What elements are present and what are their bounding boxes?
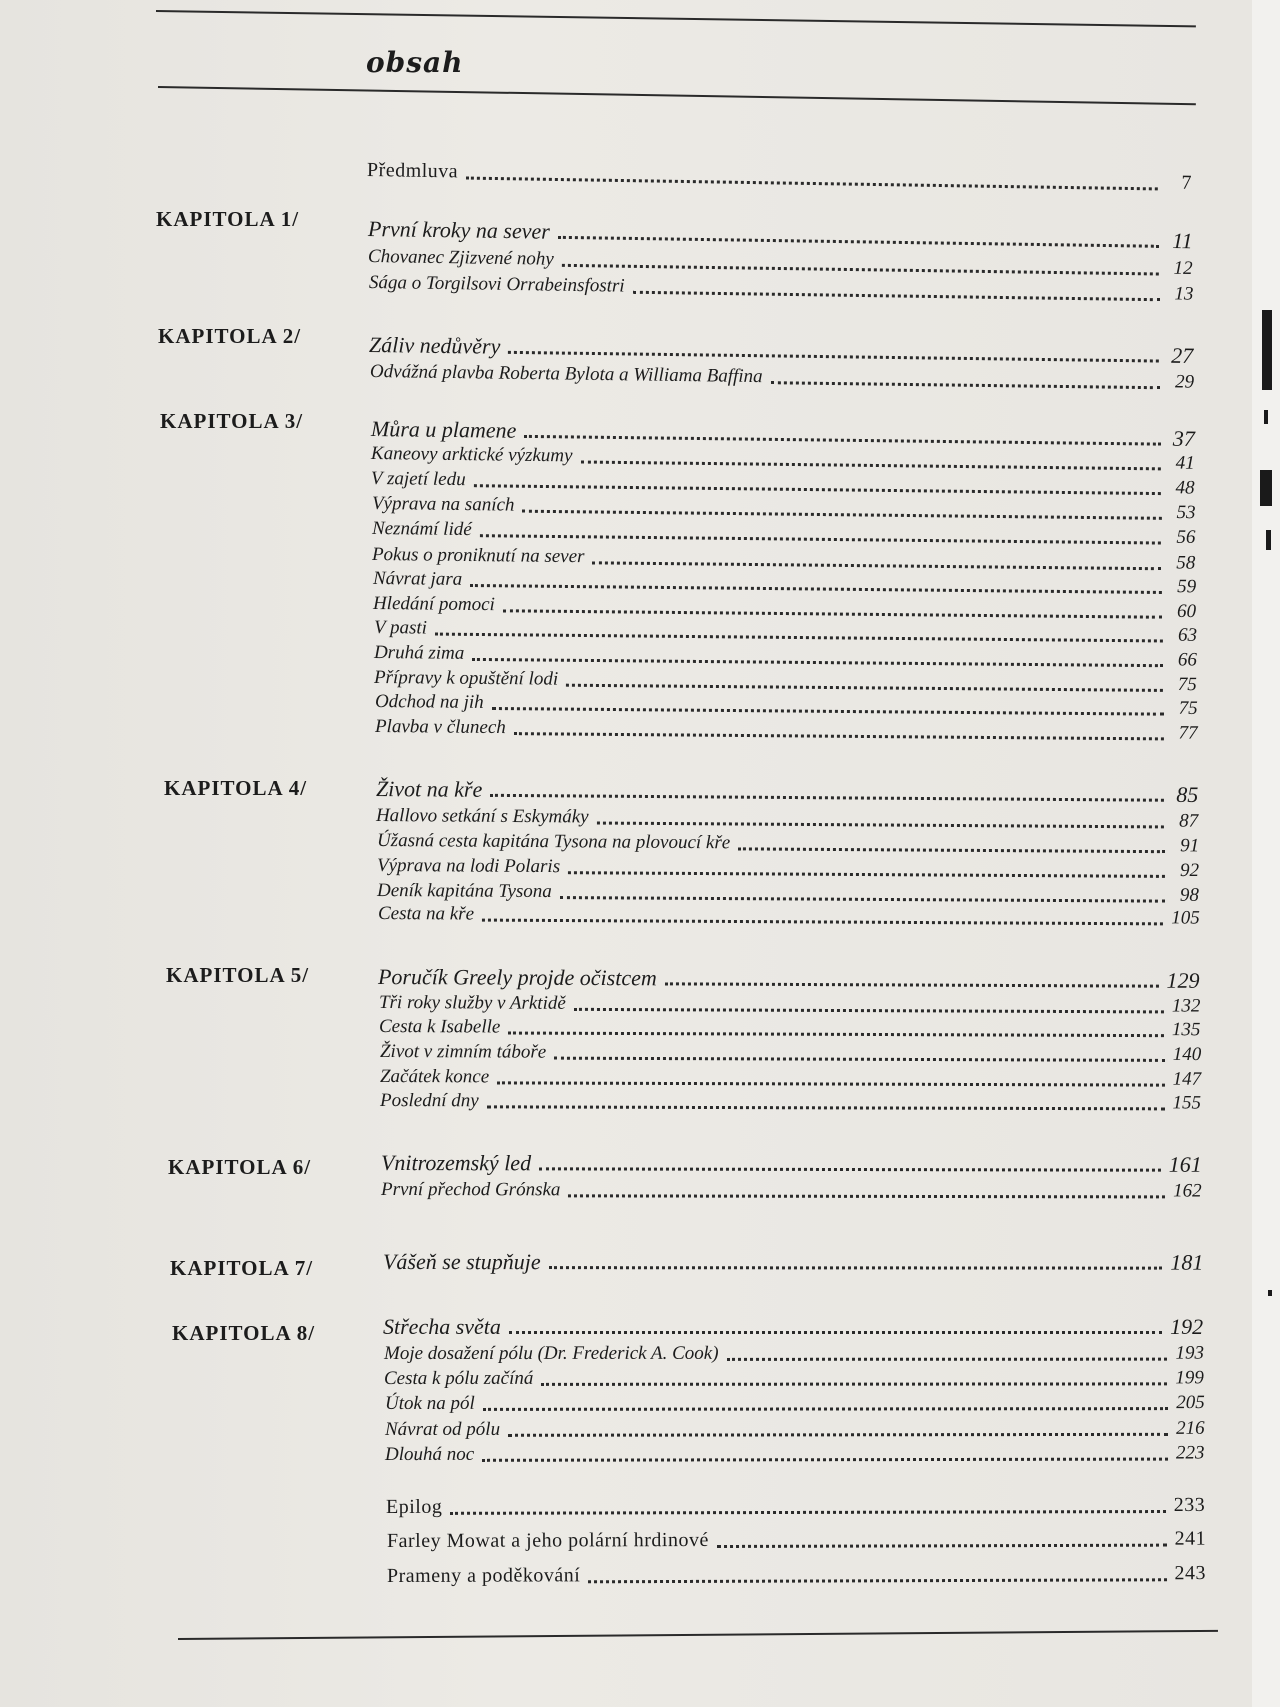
entry-page-number: 63 bbox=[1177, 624, 1197, 646]
entry-title: Hallovo setkání s Eskymáky bbox=[376, 805, 589, 828]
entry-title: Dlouhá noc bbox=[385, 1443, 475, 1465]
entry-page-number: 75 bbox=[1178, 697, 1198, 719]
toc-entry bbox=[377, 901, 1199, 931]
dot-leader bbox=[482, 1406, 1168, 1411]
dot-leader bbox=[665, 981, 1159, 987]
entry-title: Poručík Greely projde očistcem bbox=[378, 964, 658, 991]
dot-leader bbox=[509, 350, 1160, 363]
entry-title: Chovanec Zjizvené nohy bbox=[368, 246, 555, 270]
toc-entry bbox=[385, 1416, 1205, 1442]
entry-page-number: 56 bbox=[1176, 526, 1196, 548]
entry-title: Začátek konce bbox=[379, 1066, 490, 1088]
dot-leader bbox=[574, 1007, 1164, 1014]
entry-title: Pokus o proniknutí na sever bbox=[372, 544, 586, 568]
chapter-label: KAPITOLA 6/ bbox=[168, 1155, 312, 1179]
entry-page-number: 29 bbox=[1174, 371, 1195, 393]
entry-page-number: 91 bbox=[1179, 835, 1199, 857]
entry-page-number: 181 bbox=[1169, 1249, 1203, 1275]
toc-entry bbox=[379, 1039, 1200, 1067]
entry-title: Výprava na lodi Polaris bbox=[376, 855, 561, 878]
entry-page-number: 87 bbox=[1179, 810, 1199, 832]
entry-title: Předmluva bbox=[366, 159, 459, 183]
dot-leader bbox=[487, 1104, 1165, 1110]
dot-leader bbox=[466, 176, 1158, 191]
toc-entry bbox=[386, 1527, 1205, 1554]
entry-title: V zajetí ledu bbox=[371, 468, 467, 491]
entry-page-number: 135 bbox=[1171, 1019, 1201, 1041]
dot-leader bbox=[472, 657, 1163, 667]
entry-title: Střecha světa bbox=[383, 1313, 502, 1339]
toc-entry bbox=[386, 1493, 1205, 1520]
toc-entry bbox=[381, 1177, 1202, 1203]
entry-page-number: 85 bbox=[1176, 781, 1199, 807]
dot-leader bbox=[482, 918, 1163, 926]
entry-page-number: 161 bbox=[1168, 1151, 1202, 1177]
entry-page-number: 53 bbox=[1176, 501, 1196, 524]
toc-entry bbox=[378, 964, 1200, 993]
entry-title: První kroky na sever bbox=[367, 216, 550, 244]
entry-page-number: 155 bbox=[1172, 1092, 1202, 1114]
dot-leader bbox=[726, 1357, 1167, 1361]
entry-title: Vášeň se stupňuje bbox=[382, 1249, 541, 1275]
entry-page-number: 241 bbox=[1174, 1527, 1206, 1550]
chapter-label: KAPITOLA 3/ bbox=[160, 409, 304, 433]
entry-title: Neznámí lidé bbox=[371, 518, 472, 541]
entry-title: Návrat od pólu bbox=[384, 1418, 500, 1440]
chapter-label: KAPITOLA 1/ bbox=[156, 207, 300, 231]
entry-page-number: 192 bbox=[1170, 1313, 1204, 1339]
dot-leader bbox=[508, 1432, 1168, 1437]
dot-leader bbox=[482, 1457, 1168, 1462]
dot-leader bbox=[480, 533, 1162, 544]
entry-page-number: 98 bbox=[1180, 884, 1200, 906]
toc-entry bbox=[384, 1341, 1204, 1366]
entry-page-number: 27 bbox=[1171, 342, 1194, 368]
toc-entry bbox=[376, 776, 1199, 807]
chapter-label: KAPITOLA 8/ bbox=[172, 1321, 316, 1345]
entry-title: Moje dosažení pólu (Dr. Frederick A. Cook) bbox=[383, 1342, 719, 1364]
entry-title: Deník kapitána Tysona bbox=[377, 880, 553, 903]
toc-entry bbox=[381, 1150, 1202, 1177]
entry-page-number: 243 bbox=[1174, 1562, 1207, 1585]
entry-page-number: 77 bbox=[1178, 722, 1198, 744]
chapter-label: KAPITOLA 2/ bbox=[158, 324, 302, 348]
entry-page-number: 12 bbox=[1173, 257, 1193, 279]
dot-leader bbox=[569, 1193, 1166, 1198]
entry-title: Útok na pól bbox=[384, 1392, 475, 1414]
dot-leader bbox=[509, 1031, 1164, 1038]
entry-page-number: 59 bbox=[1176, 576, 1197, 598]
entry-page-number: 58 bbox=[1176, 552, 1196, 574]
entry-title: Druhá zima bbox=[373, 642, 465, 664]
entry-page-number: 66 bbox=[1177, 649, 1197, 671]
entry-title: Odchod na jih bbox=[374, 691, 484, 713]
entry-title: Epilog bbox=[385, 1495, 443, 1518]
entry-page-number: 199 bbox=[1175, 1367, 1205, 1389]
entry-page-number: 223 bbox=[1176, 1442, 1205, 1464]
toc-entry bbox=[380, 1088, 1201, 1115]
toc-entry bbox=[379, 1014, 1200, 1042]
dot-leader bbox=[542, 1381, 1168, 1385]
entry-title: Cesta na kře bbox=[377, 903, 474, 925]
dot-leader bbox=[548, 1265, 1162, 1269]
toc-entry bbox=[383, 1249, 1203, 1275]
entry-title: První přechod Grónska bbox=[381, 1179, 561, 1201]
entry-page-number: 11 bbox=[1171, 227, 1193, 254]
entry-title: Cesta k pólu začíná bbox=[384, 1367, 534, 1389]
entry-page-number: 7 bbox=[1181, 171, 1193, 194]
dot-leader bbox=[588, 1577, 1166, 1583]
entry-page-number: 41 bbox=[1175, 452, 1195, 474]
dot-leader bbox=[738, 846, 1165, 853]
next-page-edge bbox=[1252, 0, 1280, 1707]
chapter-label: KAPITOLA 5/ bbox=[166, 963, 310, 987]
entry-page-number: 147 bbox=[1172, 1068, 1202, 1090]
entry-page-number: 132 bbox=[1171, 995, 1201, 1017]
toc-entry bbox=[387, 1561, 1206, 1589]
dot-leader bbox=[450, 1509, 1165, 1515]
entry-title: V pasti bbox=[373, 617, 427, 639]
entry-title: Život v zimním táboře bbox=[379, 1041, 546, 1063]
entry-title: Návrat jara bbox=[372, 568, 463, 590]
entry-page-number: 129 bbox=[1166, 967, 1201, 993]
dot-leader bbox=[509, 1330, 1162, 1334]
entry-title: Tři roky služby v Arktidě bbox=[378, 992, 566, 1014]
dot-leader bbox=[560, 895, 1165, 903]
toc-entry bbox=[375, 714, 1198, 746]
entry-title: Farley Mowat a jeho polární hrdinové bbox=[386, 1529, 709, 1552]
dot-leader bbox=[539, 1166, 1161, 1171]
entry-page-number: 60 bbox=[1177, 600, 1197, 623]
entry-title: Sága o Torgilsovi Orrabeinsfostri bbox=[368, 272, 625, 297]
entry-page-number: 75 bbox=[1177, 674, 1198, 696]
chapter-label: KAPITOLA 7/ bbox=[170, 1256, 314, 1280]
entry-page-number: 13 bbox=[1173, 283, 1194, 305]
chapter-label: KAPITOLA 4/ bbox=[164, 776, 308, 800]
entry-title: Vnitrozemský led bbox=[381, 1150, 532, 1176]
dot-leader bbox=[597, 821, 1165, 829]
entry-page-number: 37 bbox=[1172, 425, 1195, 452]
dot-leader bbox=[491, 706, 1163, 716]
dot-leader bbox=[770, 380, 1160, 389]
entry-page-number: 162 bbox=[1173, 1180, 1203, 1202]
dot-leader bbox=[632, 290, 1159, 301]
entry-title: Úžasná cesta kapitána Tysona na plovoucí kře bbox=[376, 830, 730, 854]
entry-title: Poslední dny bbox=[380, 1090, 479, 1112]
dot-leader bbox=[514, 731, 1164, 740]
entry-page-number: 205 bbox=[1175, 1392, 1205, 1414]
entry-title: Přípravy k opuštění lodi bbox=[374, 667, 559, 690]
toc-entry bbox=[383, 1314, 1203, 1339]
toc-entry bbox=[385, 1390, 1205, 1416]
entry-title: Výprava na saních bbox=[371, 493, 515, 516]
entry-page-number: 193 bbox=[1175, 1342, 1204, 1364]
entry-title: Cesta k Isabelle bbox=[379, 1016, 501, 1038]
toc-entry bbox=[384, 1365, 1204, 1391]
entry-title: Můra u plamene bbox=[370, 416, 517, 443]
page-title: obsah bbox=[366, 46, 464, 79]
entry-title: Hledání pomoci bbox=[373, 593, 496, 616]
toc-entry bbox=[367, 158, 1192, 196]
entry-title: Kaneovy arktické výzkumy bbox=[370, 443, 573, 467]
entry-title: Prameny a poděkování bbox=[386, 1564, 581, 1587]
entry-page-number: 233 bbox=[1173, 1493, 1206, 1516]
entry-page-number: 216 bbox=[1176, 1417, 1205, 1439]
entry-title: Život na kře bbox=[375, 776, 483, 802]
entry-page-number: 92 bbox=[1179, 859, 1199, 882]
entry-page-number: 48 bbox=[1175, 477, 1196, 499]
dot-leader bbox=[568, 870, 1165, 878]
entry-page-number: 105 bbox=[1170, 907, 1200, 929]
dot-leader bbox=[554, 1056, 1164, 1062]
dot-leader bbox=[497, 1080, 1164, 1086]
dot-leader bbox=[716, 1543, 1166, 1548]
entry-title: Záliv nedůvěry bbox=[369, 332, 501, 359]
entry-page-number: 140 bbox=[1172, 1043, 1201, 1066]
entry-title: Plavba v člunech bbox=[374, 716, 506, 739]
dot-leader bbox=[490, 793, 1164, 802]
toc-entry bbox=[385, 1441, 1205, 1467]
entry-title: Odvážná plavba Roberta Bylota a Williama Baffina bbox=[369, 361, 763, 388]
dot-leader bbox=[558, 235, 1159, 248]
